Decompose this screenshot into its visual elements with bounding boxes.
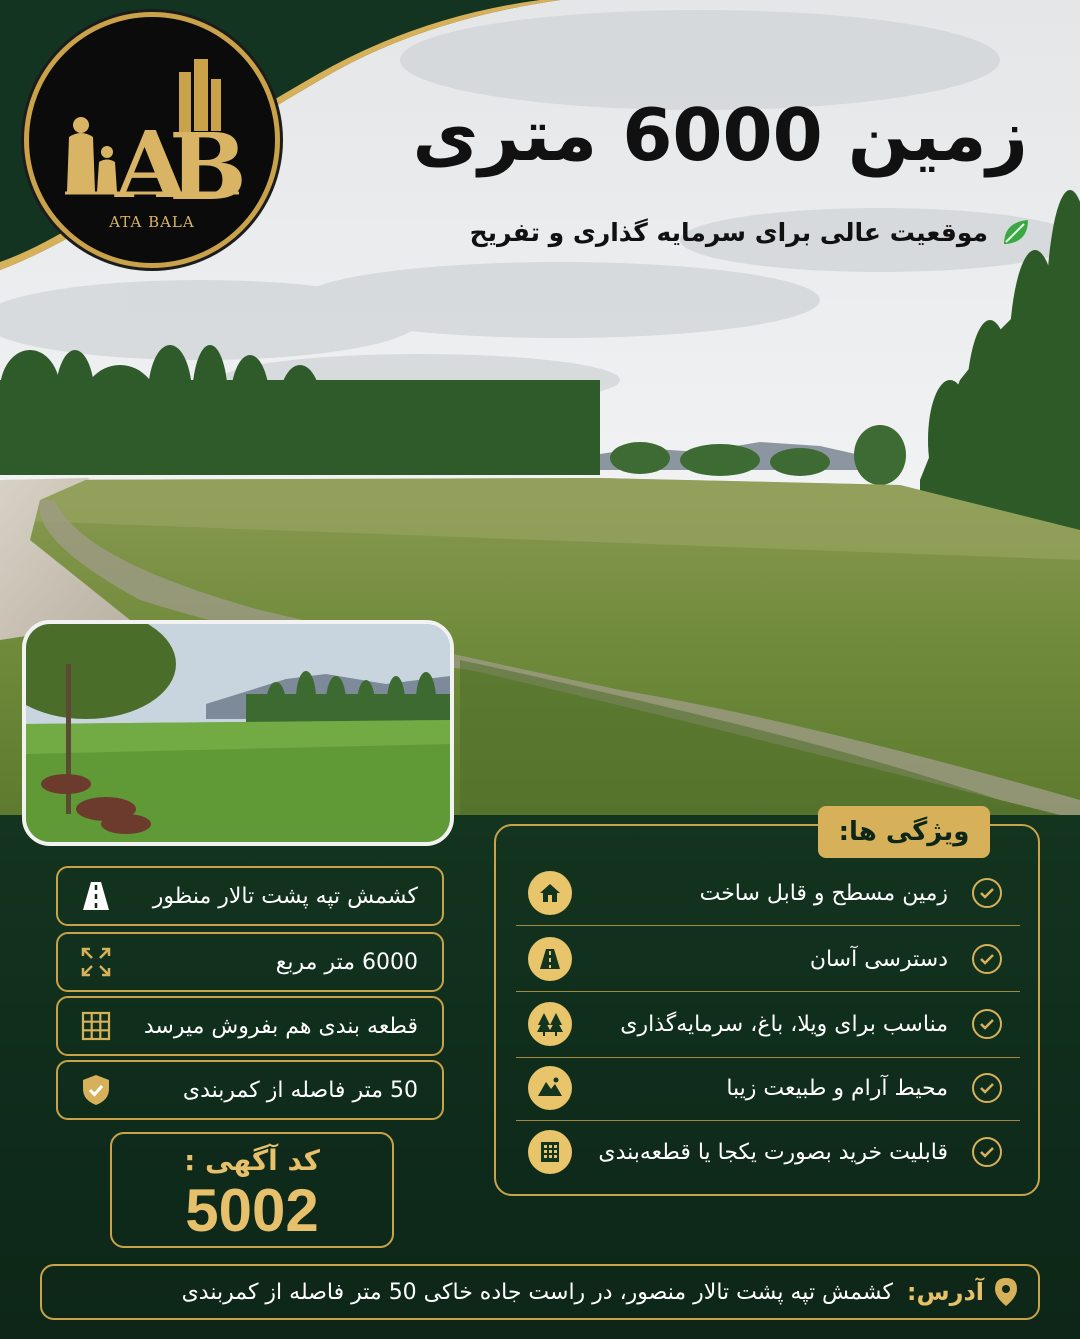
house-icon — [528, 871, 572, 915]
feature-item — [516, 1119, 1020, 1185]
subtitle: موقعیت عالی برای سرمایه گذاری و تفریح — [469, 217, 988, 247]
check-icon — [972, 878, 1002, 908]
info-label: قطعه بندی هم بفروش میرسد — [143, 1013, 418, 1039]
feature-label: دسترسی آسان — [809, 946, 948, 972]
shield-check-icon — [76, 1070, 116, 1110]
grid-building-icon — [528, 1130, 572, 1174]
info-location — [56, 866, 444, 926]
leaf-icon — [1000, 216, 1032, 248]
feature-label: محیط آرام و طبیعت زیبا — [726, 1075, 948, 1101]
road-icon — [528, 937, 572, 981]
inset-photo — [22, 620, 454, 846]
check-icon — [972, 1009, 1002, 1039]
feature-label: مناسب برای ویلا، باغ، سرمایه‌گذاری — [620, 1011, 948, 1037]
info-area — [56, 932, 444, 992]
info-distance — [56, 1060, 444, 1120]
expand-icon — [76, 942, 116, 982]
feature-item — [516, 926, 1020, 992]
ata-bala-logo — [24, 12, 280, 268]
page-title: زمین 6000 متری — [412, 93, 1028, 177]
svg-text:A: A — [115, 111, 187, 219]
info-label: کشمش تپه پشت تالار منظور — [152, 883, 418, 909]
ad-code-value: 5002 — [185, 1177, 319, 1244]
road-icon — [76, 876, 116, 916]
address-label: آدرس: — [906, 1278, 984, 1306]
check-icon — [972, 1137, 1002, 1167]
address-bar — [40, 1264, 1040, 1320]
feature-label: قابلیت خرید بصورت یکجا یا قطعه‌بندی — [598, 1139, 948, 1165]
trees-icon — [528, 1002, 572, 1046]
check-icon — [972, 1073, 1002, 1103]
address-text: کشمش تپه پشت تالار منصور، در راست جاده خاکی 50 متر فاصله از کمربندی — [181, 1279, 893, 1305]
subtitle-row — [470, 208, 1032, 256]
grid-icon — [76, 1006, 116, 1046]
svg-text:B: B — [169, 113, 247, 221]
features-title: ویژگی ها: — [818, 806, 990, 858]
info-label: 6000 متر مربع — [275, 949, 418, 975]
logo-text: ATA BALA — [109, 213, 195, 231]
feature-label: زمین مسطح و قابل ساخت — [699, 880, 948, 906]
info-parcel — [56, 996, 444, 1056]
info-label: 50 متر فاصله از کمربندی — [182, 1077, 418, 1103]
ad-code-label: کد آگهی : — [184, 1144, 320, 1177]
feature-item — [516, 1055, 1020, 1121]
mountain-icon — [528, 1066, 572, 1110]
feature-item — [516, 991, 1020, 1057]
check-icon — [972, 944, 1002, 974]
feature-item — [516, 860, 1020, 926]
location-pin-icon — [994, 1277, 1018, 1307]
